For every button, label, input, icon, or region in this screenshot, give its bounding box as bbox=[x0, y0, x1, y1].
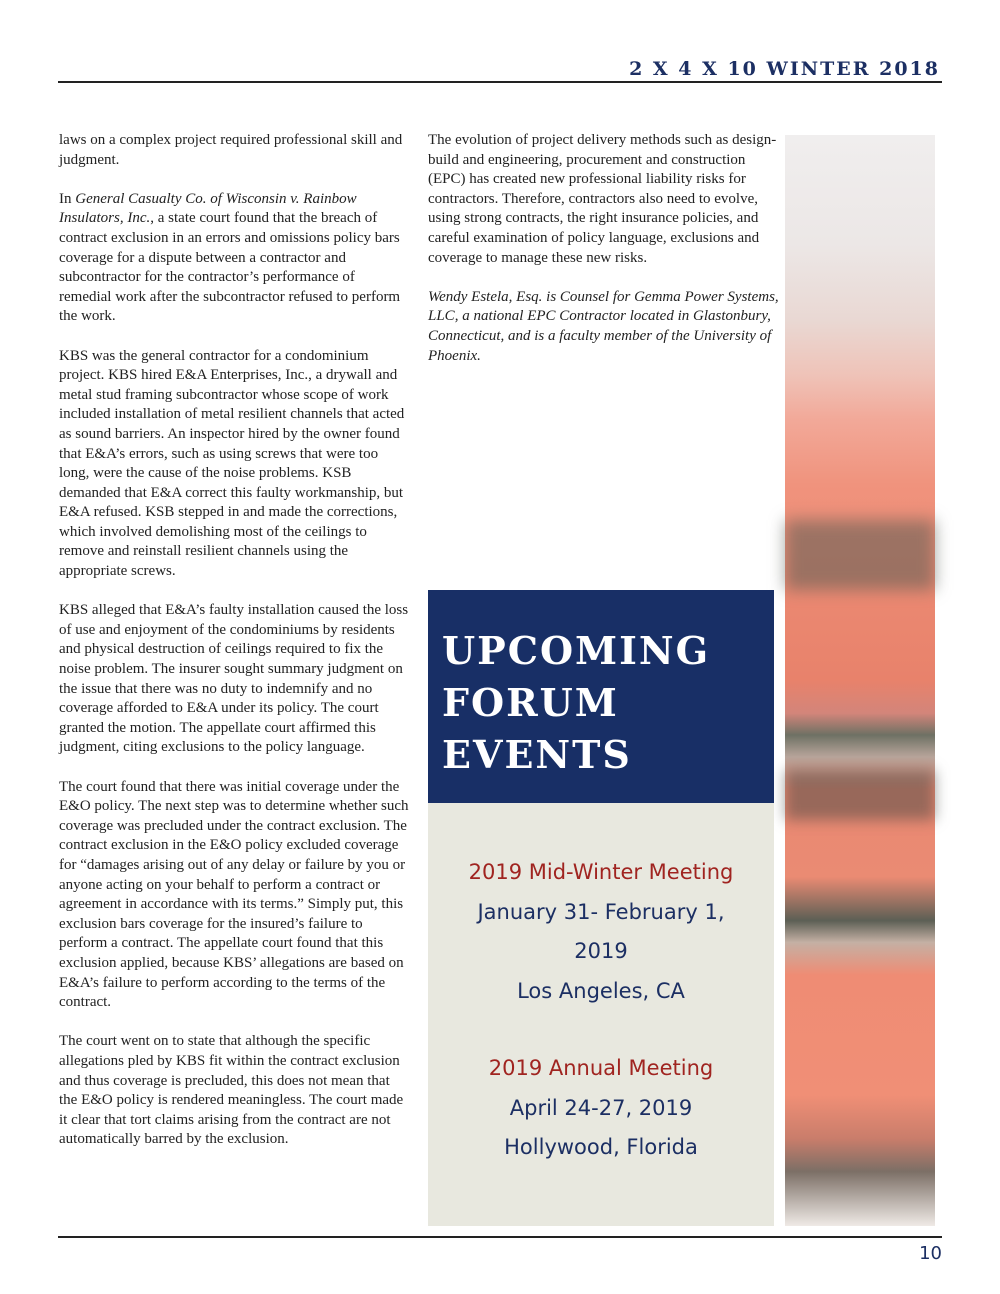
event-location: Los Angeles, CA bbox=[517, 979, 685, 1003]
case-paragraph bbox=[59, 190, 411, 327]
event-location: Hollywood, Florida bbox=[504, 1135, 698, 1159]
forum-title-line: FORUM bbox=[442, 680, 619, 725]
middle-column bbox=[428, 131, 780, 386]
paragraph: The court found that there was initial coverage under the E&O policy. The next step was to determine whether such coverage was precluded under the contract exclusion. The contract exclusion in the E&O policy excluded coverage for “damages arising out of any delay or failure by you or anyone acting on your behalf to perform a contract or agreement in accordance with its terms.” Simply put, this exclusion bars coverage for the insured’s failure to perform a contract. The appellate court found that this exclusion applied, because KBS’ allegations are based on E&A’s failure to perform according to the terms of the contract. bbox=[59, 778, 409, 1011]
case-name: General Casualty Co. of Wisconsin v. Rainbow Insulators, Inc. bbox=[59, 190, 357, 227]
event-date: April 24-27, 2019 bbox=[509, 1096, 693, 1120]
paragraph: The evolution of project delivery methods such as design-build and engineering, procurement and construction (EPC) has created new professional liability risks for contractors. Therefore, contractors also need to evolve, using strong contracts, the right insurance policies, and careful examination of policy language, exclusions and coverage to manage these new risks. bbox=[428, 132, 777, 266]
event-name: 2019 Mid-Winter Meeting bbox=[468, 860, 734, 884]
paragraph: KBS was the general contractor for a condominium project. KBS hired E&A Enterprises, Inc., a drywall and metal stud framing subcontractor whose scope of work included installation of metal resilient channels that acted as sound barriers. An inspector hired by the owner found that E&A’s errors, such as using screws that were too long, were the cause of the noise problems. KSB demanded that E&A correct this faulty workmanship, but E&A refused. KSB stepped in and made the corrections, which involved demolishing most of the ceilings to remove and reinstall resilient channels using the appropriate screws. bbox=[59, 347, 405, 580]
case-rest: , a state court found that the breach of contract exclusion in an errors and omissions policy bars coverage for a dispute between a contractor and subcontractor for the contractor’s performance of remedial work after the subcontractor refused to perform the work. bbox=[59, 210, 401, 325]
top-rule bbox=[58, 81, 942, 83]
author-bio: Wendy Estela, Esq. is Counsel for Gemma Power Systems, LLC, a national EPC Contractor located in Glastonbury, Connecticut, and is a faculty member of the University of Phoenix. bbox=[428, 288, 779, 364]
forum-events-list bbox=[428, 803, 774, 1226]
photo-shading bbox=[785, 520, 935, 590]
masthead: 2 X 4 X 10 WINTER 2018 bbox=[629, 58, 940, 80]
paragraph: KBS alleged that E&A’s faulty installation caused the loss of use and enjoyment of the condominiums by residents and physical destruction of ceilings required to fix the noise problem. The insurer sought summary judgment on the issue that there was no duty to indemnify and no coverage afforded to E&A under its policy. The court granted the motion. The appellate court affirmed this judgment, citing exclusions to the policy language. bbox=[59, 602, 409, 756]
forum-title-line: EVENTS bbox=[442, 732, 632, 777]
event-name: 2019 Annual Meeting bbox=[488, 1056, 714, 1080]
bottom-rule bbox=[58, 1236, 942, 1238]
photo-shading bbox=[785, 770, 935, 820]
case-prefix: In bbox=[59, 190, 76, 207]
event-date: January 31- February 1, bbox=[477, 900, 725, 924]
left-column bbox=[59, 131, 411, 1169]
paragraph: laws on a complex project required professional skill and judgment. bbox=[59, 132, 403, 168]
forum-title-line: UPCOMING bbox=[442, 628, 711, 673]
event-date: 2019 bbox=[574, 939, 628, 963]
paragraph: The court went on to state that although the specific allegations pled by KBS fit within the contract exclusion and thus coverage is precluded, this does not mean that the E&O policy is rendered meaningless. The court made it clear that tort claims arising from the contract are not automatically barred by the exclusion. bbox=[59, 1033, 404, 1148]
page-number: 10 bbox=[919, 1243, 942, 1264]
forum-events-header bbox=[428, 590, 774, 803]
decorative-cake-photo bbox=[785, 135, 935, 1226]
